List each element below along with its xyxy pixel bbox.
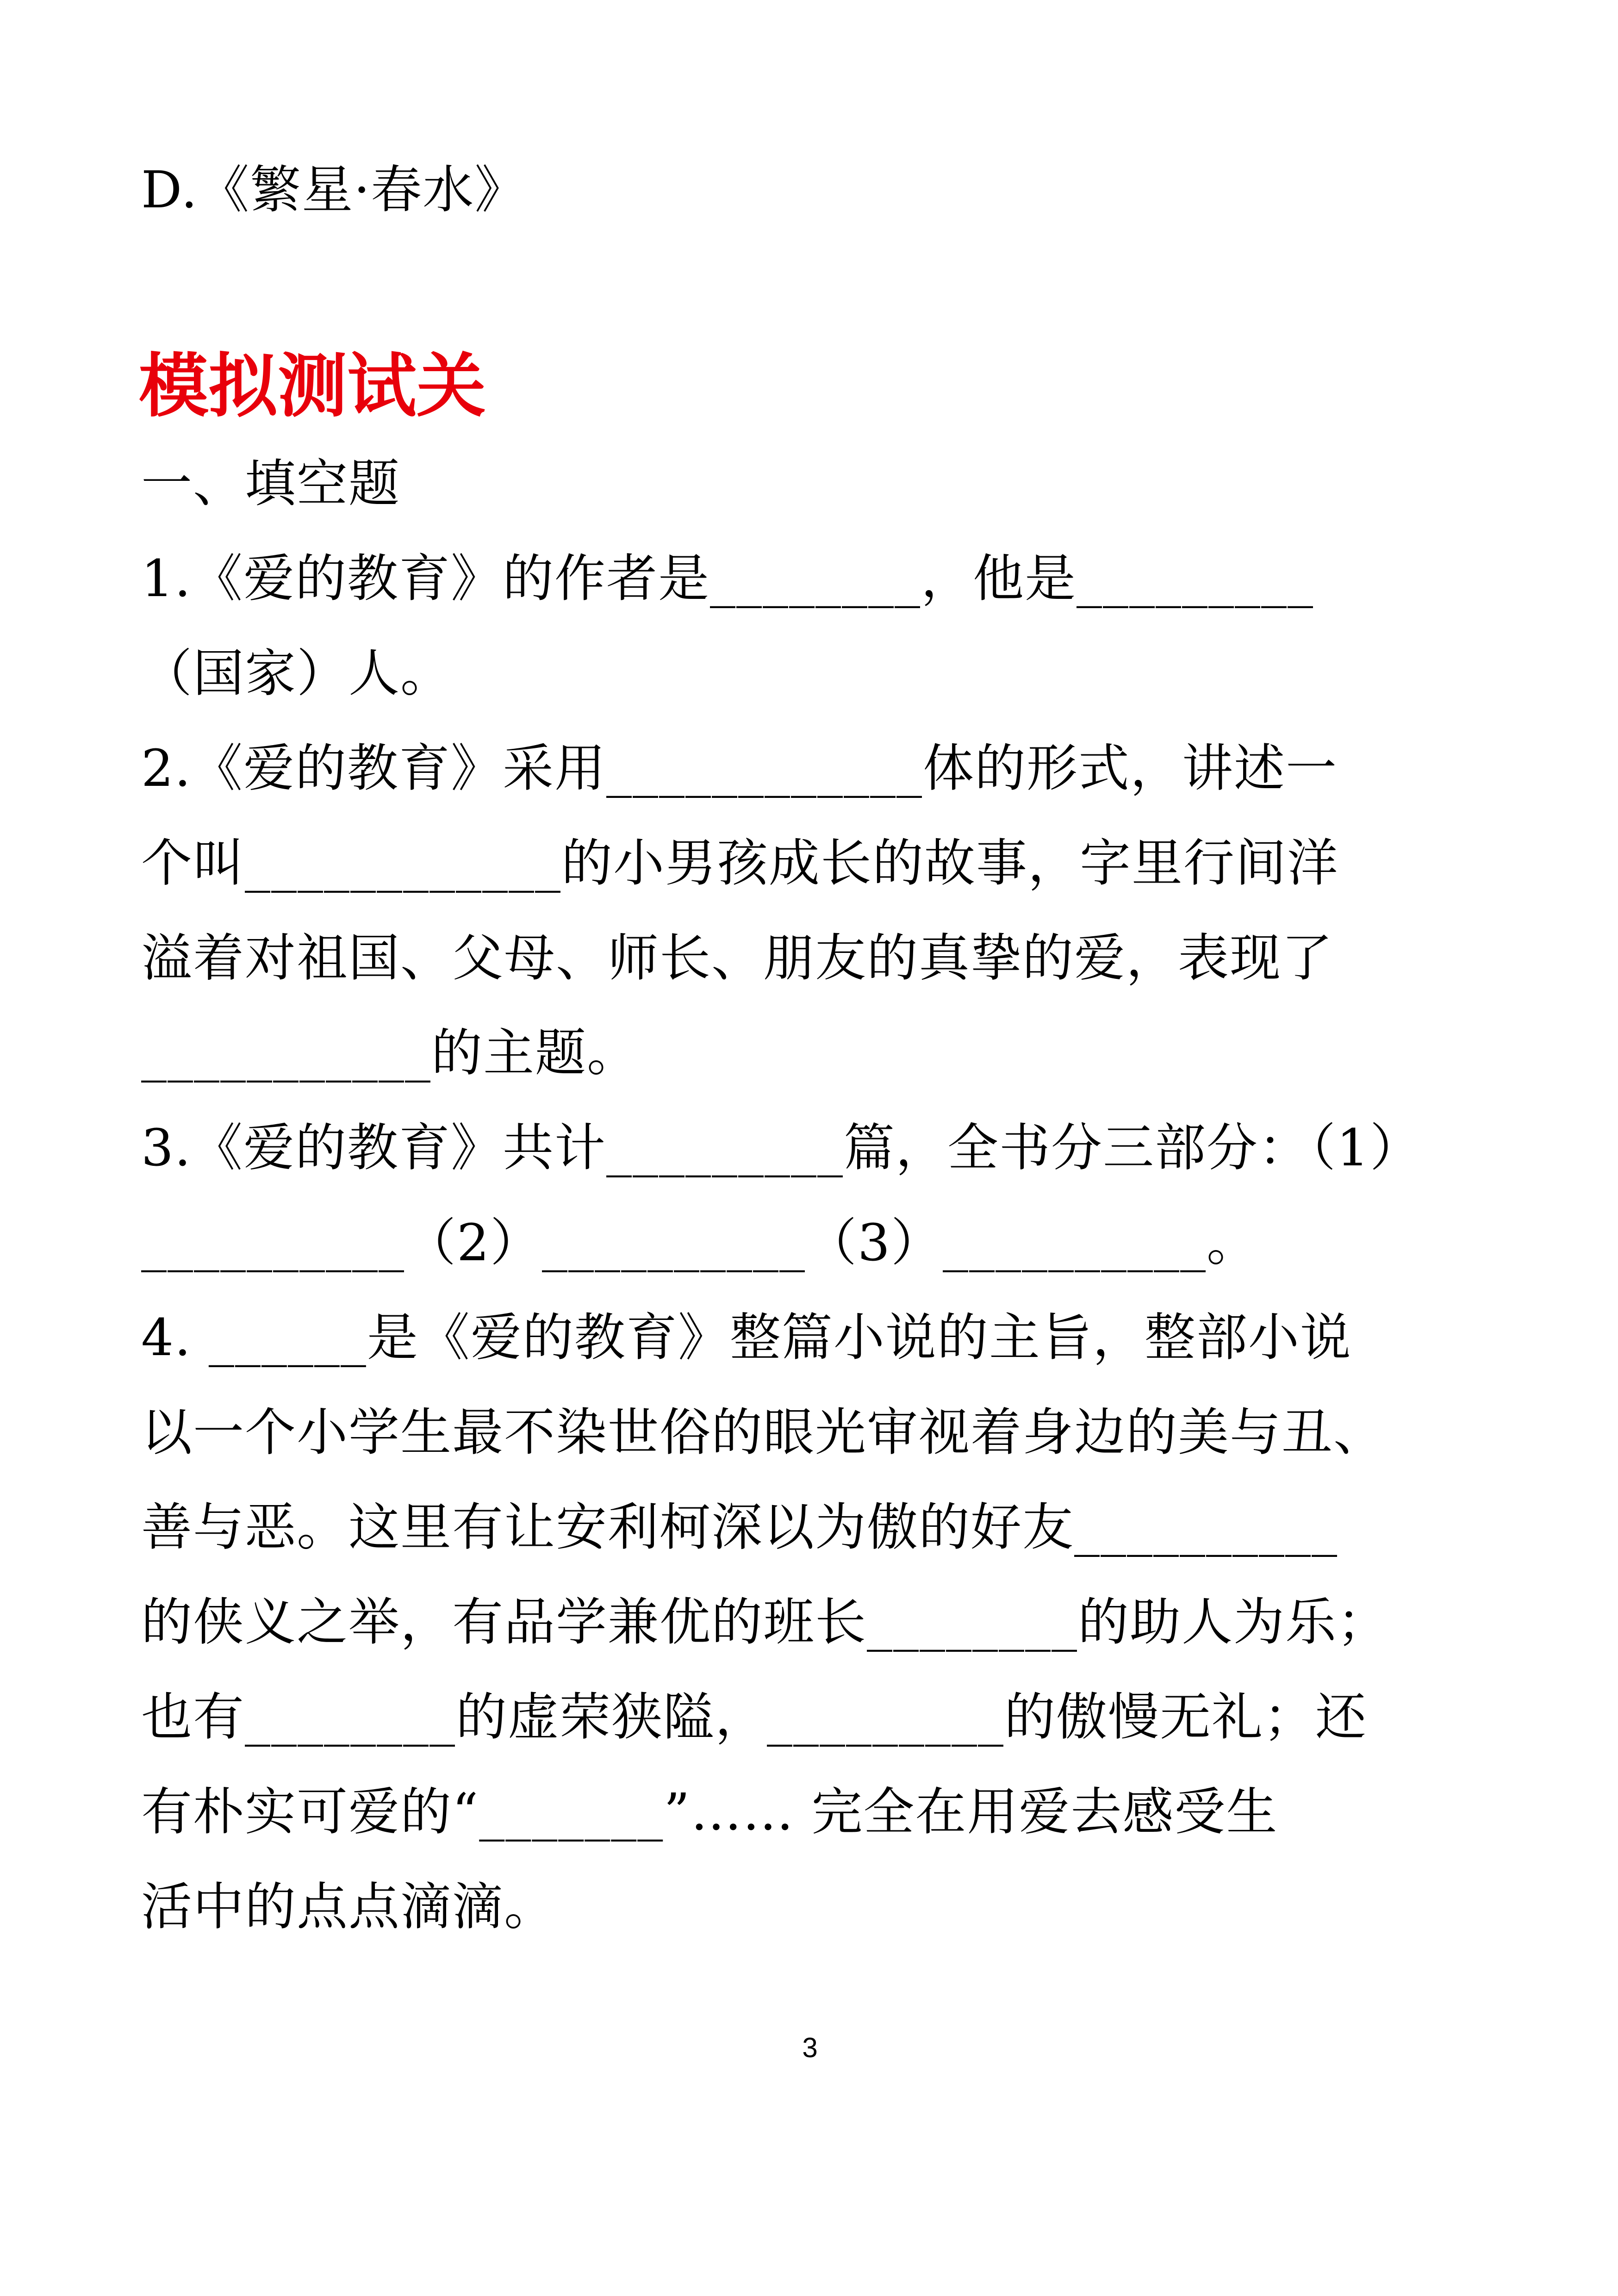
question-4-line-1: 4. ______是《爱的教育》整篇小说的主旨，整部小说 — [141, 1308, 1352, 1367]
question-2-line-1: 2.《爱的教育》采用____________体的形式，讲述一 — [141, 739, 1338, 798]
question-2-line-2: 个叫____________的小男孩成长的故事，字里行间洋 — [141, 834, 1339, 893]
question-3-line-2: __________（2）__________（3）__________。 — [141, 1213, 1258, 1272]
question-4-line-2: 以一个小学生最不染世俗的眼光审视着身边的美与丑、 — [141, 1403, 1385, 1462]
subsection-title: 一、填空题 — [141, 454, 400, 513]
section-title: 模拟测试关 — [139, 346, 486, 427]
question-4-line-7: 活中的点点滴滴。 — [141, 1877, 556, 1936]
question-1-line-2: （国家）人。 — [141, 644, 452, 703]
question-1-line-1: 1.《爱的教育》的作者是________，他是_________ — [141, 549, 1314, 608]
question-3-line-1: 3.《爱的教育》共计_________篇，全书分三部分：（1） — [141, 1118, 1422, 1177]
page-number: 3 — [802, 2032, 818, 2063]
question-2-line-4: ___________的主题。 — [141, 1023, 639, 1083]
question-2-line-3: 溢着对祖国、父母、师长、朋友的真挚的爱，表现了 — [141, 928, 1333, 988]
question-4-line-3: 善与恶。这里有让安利柯深以为傲的好友__________ — [141, 1498, 1338, 1557]
question-4-line-6: 有朴实可爱的“_______”…… 完全在用爱去感受生 — [141, 1782, 1278, 1842]
question-4-line-4: 的侠义之举，有品学兼优的班长________的助人为乐； — [141, 1593, 1389, 1652]
question-4-line-5: 也有________的虚荣狭隘，_________的傲慢无礼；还 — [141, 1687, 1367, 1747]
option-d: D.《繁星·春水》 — [141, 160, 527, 219]
